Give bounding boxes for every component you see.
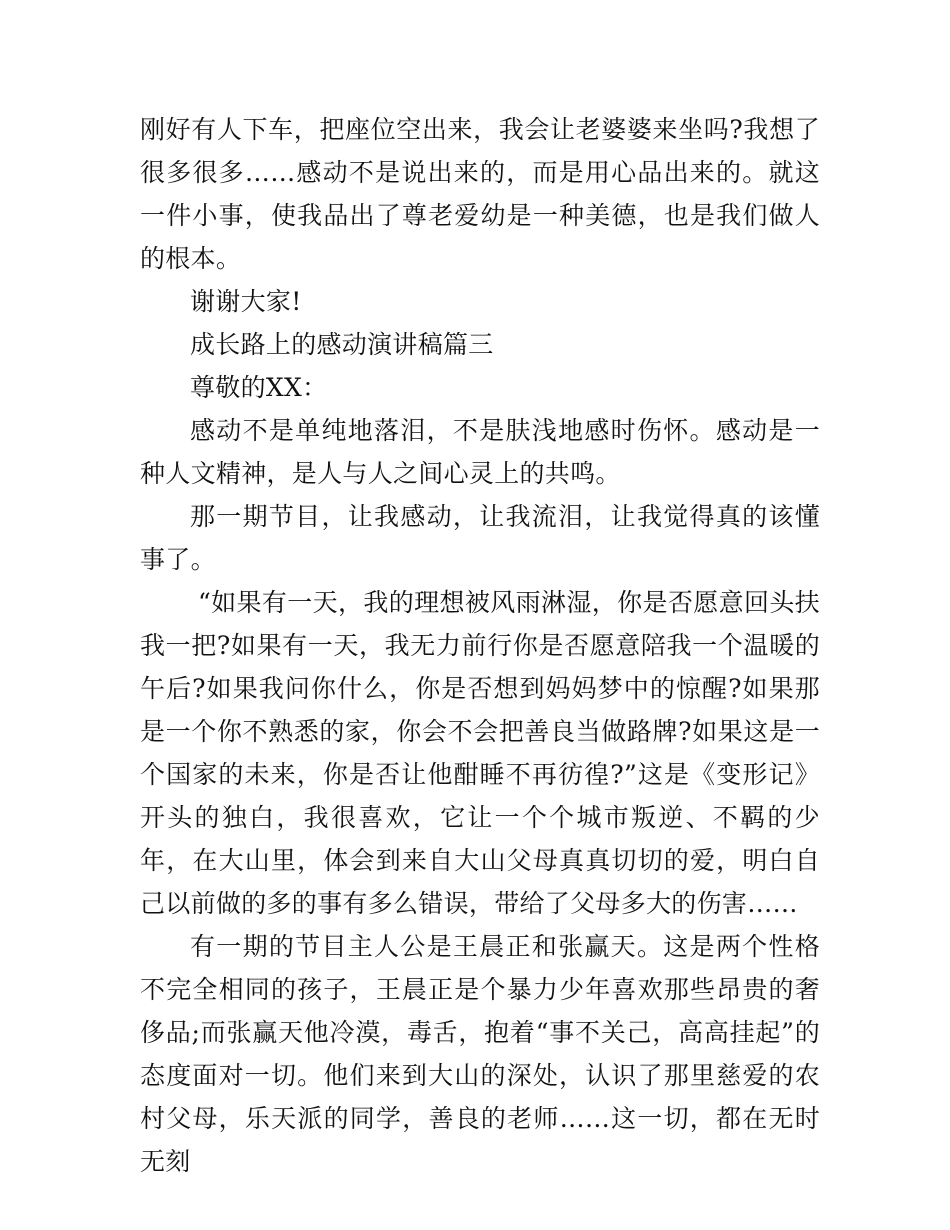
paragraph-quote: “如果有一天，我的理想被风雨淋湿，你是否愿意回头扶我一把?如果有一天，我无力前行你是否愿意陪我一个温暖的午后?如果我问你什么，你是否想到妈妈梦中的惊醒?如果那是一个你不熟悉的家，你会不会把善良当做路牌?如果这是一个国家的未来，你是否让他酣睡不再彷徨?”这是《变形记》开头的独白，我很喜欢，它让一个个城市叛逆、不羁的少年，在大山里，体会到来自大山父母真真切切的爱，明白自己以前做的多的事有多么错误，带给了父母多大的伤害…… — [140, 588, 820, 918]
paragraph-thanks: 谢谢大家! — [190, 287, 302, 316]
paragraph-protagonists: 有一期的节目主人公是王晨正和张赢天。这是两个性格不完全相同的孩子，王晨正是个暴力少年喜欢那些昂贵的奢侈品;而张赢天他冷漠，毒舌，抱着“事不关己，高高挂起”的态度面对一切。他们来到大山的深处，认识了那里慈爱的农村父母，乐天派的同学，善良的老师……这一切，都在无时无刻 — [140, 932, 820, 1176]
paragraph-continuation: 刚好有人下车，把座位空出来，我会让老婆婆来坐吗?我想了很多很多……感动不是说出来的，而是用心品出来的。就这一件小事，使我品出了尊老爱幼是一种美德，也是我们做人的根本。 — [140, 115, 820, 273]
section-title: 成长路上的感动演讲稿篇三 — [190, 330, 494, 359]
salutation: 尊敬的XX： — [190, 373, 328, 402]
document-body — [140, 108, 820, 1183]
paragraph-episode: 那一期节目，让我感动，让我流泪，让我觉得真的该懂事了。 — [140, 502, 820, 574]
paragraph-definition: 感动不是单纯地落泪，不是肤浅地感时伤怀。感动是一种人文精神，是人与人之间心灵上的共鸣。 — [140, 416, 820, 488]
